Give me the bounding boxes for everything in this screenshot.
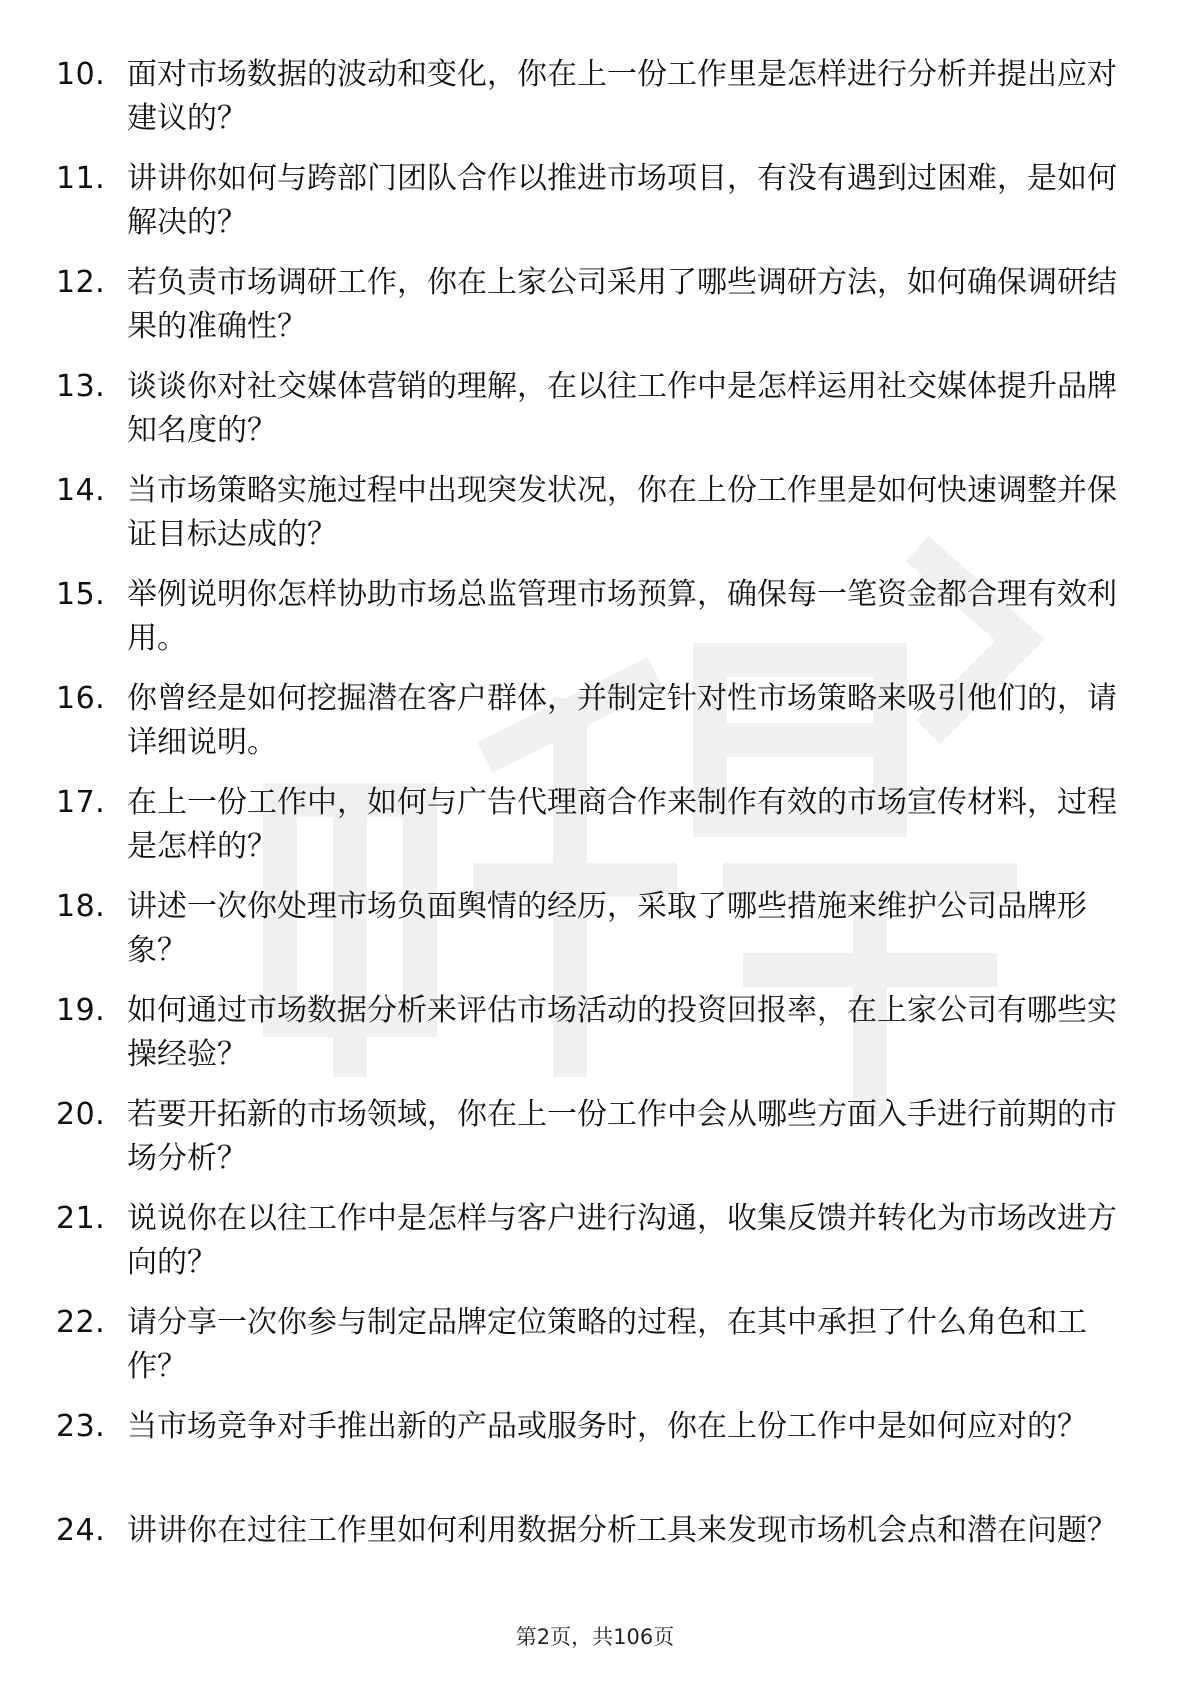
question-text: 请分享一次你参与制定品牌定位策略的过程，在其中承担了什么角色和工作？ [127,1305,1087,1384]
question-number: 24. [56,1513,106,1548]
list-item [0,1509,1190,1613]
question-number: 16. [56,681,106,716]
question-text: 当市场竞争对手推出新的产品或服务时，你在上份工作中是如何应对的？ [127,1409,1087,1444]
page-footer [0,1622,1190,1652]
question-number: 18. [56,889,106,924]
list-item [0,1197,1190,1301]
question-text: 谈谈你对社交媒体营销的理解，在以往工作中是怎样运用社交媒体提升品牌知名度的？ [127,369,1117,448]
list-item [0,989,1190,1093]
question-text: 讲讲你在过往工作里如何利用数据分析工具来发现市场机会点和潜在问题？ [127,1513,1117,1548]
question-text: 说说你在以往工作中是怎样与客户进行沟通，收集反馈并转化为市场改进方向的？ [127,1201,1117,1280]
question-number: 15. [56,577,106,612]
question-number: 19. [56,993,106,1028]
list-item [0,781,1190,885]
page-number-label: 第2页，共106页 [515,1625,675,1649]
question-number: 20. [56,1097,106,1132]
question-text: 讲讲你如何与跨部门团队合作以推进市场项目，有没有遇到过困难，是如何解决的？ [127,161,1117,240]
list-item [0,469,1190,573]
question-list [0,53,1190,1613]
list-item [0,573,1190,677]
question-text: 若负责市场调研工作，你在上家公司采用了哪些调研方法，如何确保调研结果的准确性？ [127,265,1117,344]
list-item [0,677,1190,781]
list-item [0,1301,1190,1405]
list-item [0,157,1190,261]
question-number: 22. [56,1305,106,1340]
question-text: 在上一份工作中，如何与广告代理商合作来制作有效的市场宣传材料，过程是怎样的？ [127,785,1117,864]
question-text: 若要开拓新的市场领域，你在上一份工作中会从哪些方面入手进行前期的市场分析？ [127,1097,1117,1176]
question-number: 21. [56,1201,106,1236]
question-text: 如何通过市场数据分析来评估市场活动的投资回报率，在上家公司有哪些实操经验？ [127,993,1117,1072]
question-number: 17. [56,785,106,820]
list-item [0,1405,1190,1509]
question-text: 当市场策略实施过程中出现突发状况，你在上份工作里是如何快速调整并保证目标达成的？ [127,473,1117,552]
list-item [0,365,1190,469]
question-number: 11. [56,161,106,196]
list-item [0,885,1190,989]
list-item [0,261,1190,365]
question-number: 12. [56,265,106,300]
question-number: 13. [56,369,106,404]
list-item [0,1093,1190,1197]
question-number: 23. [56,1409,106,1444]
question-number: 14. [56,473,106,508]
question-text: 举例说明你怎样协助市场总监管理市场预算，确保每一笔资金都合理有效利用。 [127,577,1117,656]
list-item [0,53,1190,157]
question-text: 面对市场数据的波动和变化，你在上一份工作里是怎样进行分析并提出应对建议的？ [127,57,1117,136]
question-text: 讲述一次你处理市场负面舆情的经历，采取了哪些措施来维护公司品牌形象？ [127,889,1087,968]
question-number: 10. [56,57,106,92]
question-text: 你曾经是如何挖掘潜在客户群体，并制定针对性市场策略来吸引他们的，请详细说明。 [127,681,1117,760]
